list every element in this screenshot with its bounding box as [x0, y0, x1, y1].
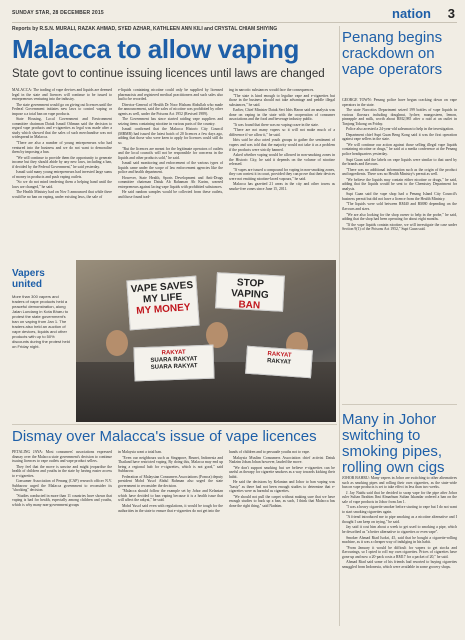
- penang-headline: Penang begins crackdown on vape operators: [342, 29, 443, 78]
- paragraph: "So we do not mind tendering them a helping hand until the laws are changed," he said.: [12, 180, 112, 189]
- paragraph: "If vapes are issued a compound for vaping in non-smoking zones, they can contest it in court, provided they can prove that their devices were not emitting nicotine-laced vapours," he said.: [229, 167, 335, 181]
- paragraph: The Government has since started raiding vape suppliers and seizing items containing nicotine in various parts of the country.: [118, 117, 223, 126]
- main-story-column-2: [118, 88, 223, 254]
- paragraph: Idris said he also acted youth groups to gather the sentiment of vapers and was told that the majority would not take it as a problem if the products were strictly banned.: [229, 138, 335, 152]
- paragraph: Consumer Association of Penang (CAP) research officer N.V. Subbarow urged the Malacca government to reconsider its "shocking" decision.: [12, 479, 112, 493]
- paragraph: Ismail said monitoring and enforcement of the various types of liquids came under the scope of law enforcement agencies like the police and health department.: [118, 161, 223, 175]
- paragraph: Jay said it cost him about a week to get used to smoking a pipe, which he described as "a better alternative to cigarettes or even vape".: [342, 525, 457, 535]
- protest-sign-2: STOP VAPING BAN: [215, 272, 285, 312]
- paragraph: "We don't support smoking but we believe e-cigarettes can be useful as therapy for cigarette smokers as a way towards kicking their habit.: [229, 465, 335, 479]
- paragraph: "If the vape liquids contain nicotine, we will investigate the case under Section 9(1) of the Poisons Act 1952," Supt Guan said.: [342, 222, 457, 232]
- paragraph: "A friend introduced me to pipe smoking as a nicotine alternative and I thought I can keep on trying," he said.: [342, 515, 457, 524]
- paragraph: "We will continue to provide them the opportunity to generate income but they should abide by any new laws, including a ban, if decided by the Federal Government," he said yesterday.: [12, 155, 112, 169]
- reporters-byline: Reports by R.S.N. MURALI, RAZAK AHMAD, SYED AZHAR, KATHLEEN ANN KILI and CRYSTAL CHIAM SHIYING: [12, 26, 278, 32]
- main-story-column-1: [12, 88, 112, 254]
- second-story-column-3: [229, 450, 335, 634]
- paragraph: Malaysia Muslim Consumers Association chief activist Datuk Nadzim Johan Johan however, lauded the move.: [229, 455, 335, 465]
- paragraph: "Even our neighbours such as Singapore, Brunei, Indonesia and Thailand have restricted vaping. By doing this, Malacca may end up being a regional hub for e-cigarettes, which is not good," said Subbarow.: [118, 455, 223, 474]
- paragraph: Malacca has gazetted 21 areas in the city and other towns as smoke-free zones since June 15, 2011.: [229, 182, 335, 191]
- sidebar-divider: [342, 404, 457, 405]
- paragraph: The state Narcotics Department seized 199 bottles of vape liquids in various flavours including doughnut, lychee, mangosteen, lemon, pineapple and milk, worth about RM2,985 after a raid at an outlet in Tanjong Tokong on Friday.: [342, 108, 457, 126]
- protest-sign-1: VAPE SAVES MY LIFE MY MONEY: [126, 276, 199, 331]
- page-number: 3: [447, 6, 455, 21]
- johor-story-column: [342, 476, 457, 634]
- main-subhead: State govt to continue issuing licences until laws are changed: [12, 68, 325, 80]
- paragraph: e-liquids containing nicotine could only be supplied by licensed pharmacists and registered medical practitioners and such sales also had to be recorded.: [118, 88, 223, 102]
- protest-sign-4: RAKYAT RAKYAT: [245, 346, 313, 379]
- paragraph: Smoker Ahmad Riad Isokri, 45, said that he bought a cigarette-rolling machine, as it was a cheaper way of indulging in his habit.: [342, 535, 457, 545]
- paragraph: "We will continue our action against those selling illegal vape liquids containing nicotine or drugs," he said at a media conference at the Penang police headquarters yesterday.: [342, 142, 457, 157]
- paragraph: ing in narcotic substances would face the consequences.: [229, 88, 315, 92]
- paragraph: Ahmad Riad said some of his friends had resorted to buying cigarettes smuggled from Indonesia, which were available in some grocery shops.: [342, 560, 457, 569]
- paragraph: Ismail confirmed that the Malacca Historic City Council (MBMB) had issued the latest batch of 20 licences a few days ago, adding that those who were keen to apply for licences could still do so.: [118, 127, 223, 146]
- paragraph: Director-General of Health Dr Noor Hisham Abdullah who made the announcement, said the sales of nicotine was prohibited by other agents as well, under the Poisons Act 1952 (Revised 1989).: [118, 102, 223, 116]
- paragraph: GEORGE TOWN: Penang police have begun cracking down on vape operators in the state.: [342, 98, 457, 107]
- paragraph: "It was found that there was no vaping craze in the state.: [233, 122, 319, 127]
- paragraph: They feel that the move is unwise and might jeopardise the health of children and youths in the state by having easier access to e-cigarettes.: [12, 464, 112, 478]
- paragraph: Police also arrested a 24-year-old salesman to help in the investigation.: [346, 127, 454, 132]
- paragraph: Mohd Yusof said even with regulations, it would be tough for the authorities in the state to ensure that e-cigarettes do not get into the: [118, 504, 223, 513]
- paragraph: Department chief Supt Guan Beng Kong said it was the first operation against vape sellers in the state.: [342, 132, 457, 142]
- paragraph: MALACCA: The trading of vape devices and liquids are deemed legal in the state and licences will continue to be issued to entrepreneurs venturing into the industry.: [12, 88, 112, 102]
- paragraph: "There are not many vapers so it will not make much of a difference if we allow it," he said.: [229, 128, 335, 137]
- paragraph: "The liquids were sold between RM40 and RM80 depending on the flavours and sizes.: [342, 202, 457, 212]
- paragraph: J. Jay Naidu said that he decided to swap vape for the pipe after Johor ruler Sultan Ibrahim Ibni Almarhum Sultan Iskandar ordered a ban on the sale of vape products in Johor from Jan 1.: [342, 490, 457, 504]
- photo-caption: More than 300 vapers and traders of vape products held a peaceful demonstration, along Jalan Lundang in Kota Bharu to protest the state government's ban on vaping from Jan 1. The traders also held an auction of vape devices, liquids and other products with up to 50% discounts during the protest held on Friday night.: [12, 294, 70, 349]
- paragraph: The Health Ministry had on Nov 5 announced that while there would be no ban on vaping, under existing laws, the sale of: [12, 190, 112, 200]
- paragraph: PETALING JAYA: Most consumers' associations expressed dismay over the Malacca state government's decision to continue issuing licences to vape outlets and vape product sellers.: [12, 450, 112, 464]
- paragraph: "The state is kind enough to legalise vape and e-cigarettes but those in the business should not take advantage and peddle illegal substances," he said.: [229, 93, 335, 107]
- photo-caption-title: Vapers united: [12, 268, 45, 290]
- second-story-column-1: [12, 450, 112, 634]
- paragraph: "Studies conducted in more than 11 countries have shown that vaping is bad for health, especially among children and youths, which is why many non-government groups: [12, 493, 112, 508]
- second-headline: Dismay over Malacca's issue of vape licences: [12, 428, 317, 445]
- paragraph: Federation of Malaysian Consumers Associations (Fomca) deputy president Mohd Yusof Abdul Rahman also urged the state government to reconsider the decision.: [118, 474, 223, 488]
- paragraph: However, State Health, Sports Development and Anti-Drugs committee chairman Datuk Ab Rahaman Ab Karim, warned entrepreneurs against lacing vape liquids with prohibited substances.: [118, 175, 223, 189]
- paragraph: "I was a heavy cigarette smoker before starting to vape but I do not want to start smoking cigarettes again.: [342, 505, 457, 514]
- paragraph: JOHOR BAHRU: Many vapers in Johor are switching to other alternatives such as smoking pipes and rolling their own cigarettes, as the state-wide ban on vape products is set to take effect in less than two weeks.: [342, 476, 457, 490]
- paragraph: Earlier, Chief Minister Datuk Seri Idris Haron said an analysis was done on vaping in the state with the cooperation of consumer associations and the food and beverage industry public.: [229, 108, 335, 122]
- paragraph: "But the licences are meant for the legitimate operators of outlets and the local councils will not be responsible for concerns in the liquids and other products sold," he said.: [118, 146, 223, 160]
- paragraph: Asked whether vaping would be allowed in non-smoking zones in the Historic City, he said it depends on the volume of nicotine released.: [229, 153, 335, 167]
- paragraph: "We should not pull the carpet without making sure that we have enough studies to back up a ban, as such, I think that Malacca has done the right thing," said Nadzim.: [229, 494, 335, 509]
- paragraph: Ismail said many young entrepreneurs had invested large sums of money in products and push vaping outlets.: [12, 170, 112, 179]
- paragraph: Supt Guan said the labels on vape liquids were similar to that used by the brands and flavours.: [342, 157, 457, 167]
- masthead: [12, 6, 457, 23]
- protester-head: [106, 330, 128, 356]
- paragraph: hands of children and to persuade youths not to vape.: [229, 450, 310, 454]
- protest-photo: [76, 260, 336, 422]
- section-divider: [12, 424, 337, 425]
- paragraph: "Malacca should follow the example set by Johor and Kelantan which have decided to ban vaping because it is a health issue that will affect the rakyat," he said.: [118, 489, 223, 503]
- paragraph: He said random samples would be collected from these outlets, and those found trad-: [118, 190, 223, 200]
- paragraph: "There was no additional information such as the origin of the product and ingredients. There was no Health Ministry's permit as well.: [342, 167, 457, 177]
- paragraph: in Malaysia want a total ban.: [118, 450, 162, 454]
- main-headline: Malacca to allow vaping: [12, 34, 299, 64]
- second-story-column-2: [118, 450, 223, 634]
- paragraph: "From January it would be difficult for vapers to get stocks and flavourings, so I opted to roll my own cigarettes. Prices of cigarettes have gone up and now a 20-pack costs a RM17 for a packet of 20," he said.: [342, 545, 457, 559]
- penang-story-column: [342, 98, 457, 400]
- paragraph: "We believe the liquids may contain either nicotine or drugs," he said, adding that the liquids would be sent to the Chemistry Department for analysis.: [342, 177, 457, 191]
- paragraph: Supt Guan said the vape shop had a Penang Island City Council's business permit but did not have a licence from the Health Ministry.: [342, 192, 457, 201]
- paragraph: "There are also a number of young entrepreneurs who had ventured into the business and we do not want to demoralise them by imposing a ban.: [12, 141, 112, 155]
- column-divider: [339, 26, 340, 626]
- protest-sign-3: RAKYAT SUARA RAKYAT SUARA RAKYAT: [133, 345, 214, 382]
- paragraph: "We are also looking for the shop owner to help in the probe," he said, adding that the shop had been operating for about eight months.: [342, 212, 457, 222]
- paragraph: The state government would go on giving out licences until the Federal Government initiates new laws to control vaping or impose a a total ban on vape products.: [12, 102, 112, 116]
- paragraph: He said the decisions by Kelantan and Johor to ban vaping was "hasty" as there had not been enough studies to determine that e-cigarettes were as harmful as cigarettes.: [229, 480, 335, 494]
- johor-headline: Many in Johor switching to smoking pipes, rolling own cigs: [342, 411, 445, 476]
- masthead-date: SUNDAY STAR, 28 DECEMBER 2015: [12, 10, 104, 16]
- section-name: nation: [392, 6, 431, 21]
- main-story-column-3: [229, 88, 335, 254]
- paragraph: State Housing, Local Government and Environment committee chairman Datuk Ismail Othman said the decision to regard vape products and e-cigarettes as legal was made after a study which showed that the sales of such merchandise was not widespread in Malacca.: [12, 117, 112, 140]
